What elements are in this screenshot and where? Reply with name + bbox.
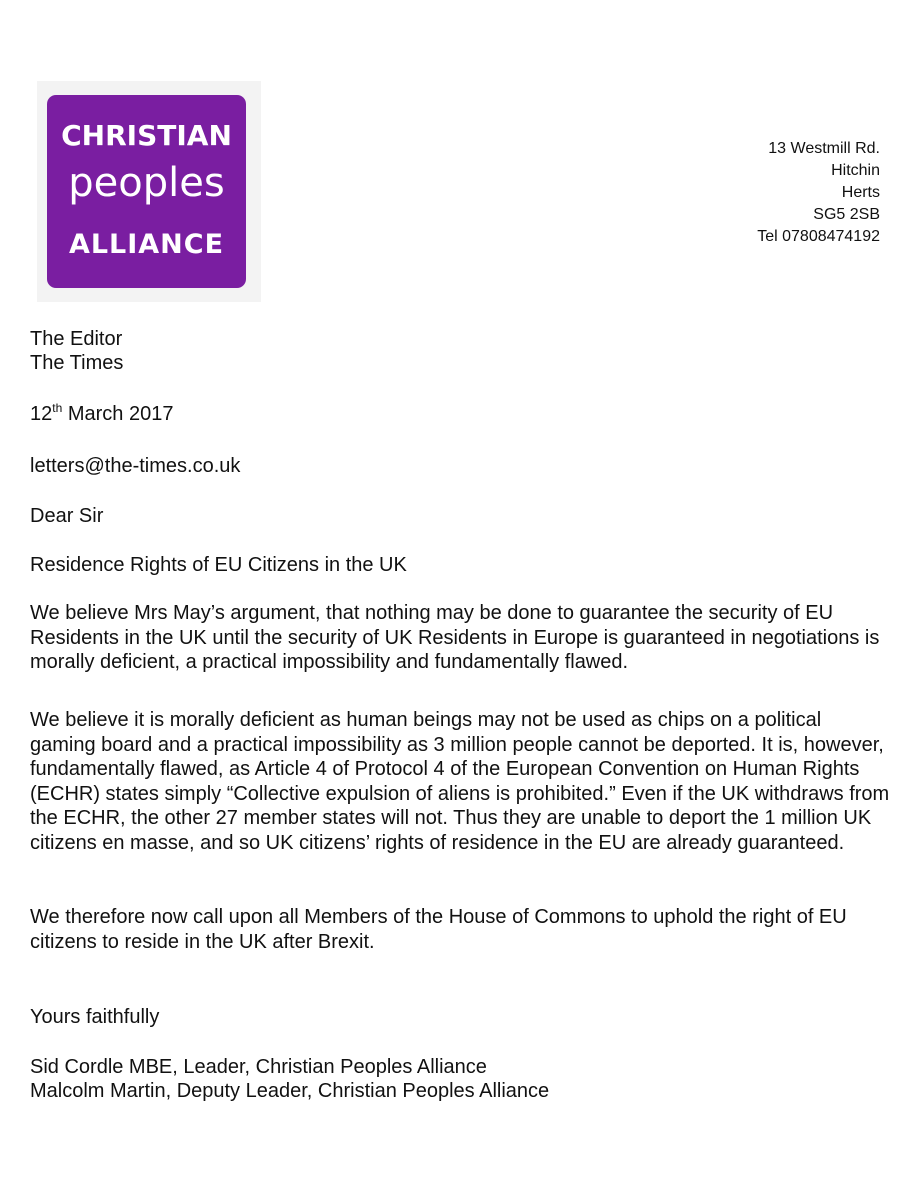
- recipient-email: letters@the-times.co.uk: [30, 455, 241, 477]
- paragraph-1: We believe Mrs May’s argument, that nothing may be done to guarantee the security of EU Residents in the UK until the security of UK Residents in Europe is guaranteed in negotiations is morally deficient, a practical impossibility and fundamentally flawed.: [30, 602, 880, 673]
- sender-address: [757, 138, 880, 248]
- logo-text-peoples: peoples: [68, 160, 225, 206]
- address-telephone: Tel 07808474192: [757, 228, 880, 245]
- address-street: 13 Westmill Rd.: [768, 140, 880, 157]
- signatory-1: Sid Cordle MBE, Leader, Christian Peoples Alliance: [30, 1056, 487, 1078]
- paragraph-3: We therefore now call upon all Members of the House of Commons to uphold the right of EU citizens to reside in the UK after Brexit.: [30, 906, 847, 953]
- letter-subject: Residence Rights of EU Citizens in the UK: [30, 554, 407, 576]
- date-day: 12: [30, 403, 53, 425]
- letter-date: [30, 402, 890, 426]
- logo-text-alliance: ALLIANCE: [68, 229, 225, 260]
- logo-container: [37, 81, 261, 302]
- recipient-block: [30, 327, 890, 375]
- address-postcode: SG5 2SB: [813, 206, 880, 223]
- logo-text-christian: CHRISTIAN: [61, 119, 232, 152]
- recipient-line-1: The Editor: [30, 328, 123, 350]
- closing: Yours faithfully: [30, 1006, 160, 1028]
- recipient-line-2: The Times: [30, 352, 124, 374]
- date-rest: March 2017: [62, 403, 174, 425]
- date-suffix: th: [52, 401, 63, 415]
- paragraph-2: We believe it is morally deficient as human beings may not be used as chips on a political gaming board and a practical impossibility as 3 million people cannot be deported. It is, however, fundamentally flawed, as Article 4 of Protocol 4 of the European Convention on Human Rights (ECHR) states simply “Collective expulsion of aliens is prohibited.” Even if the UK withdraws from the ECHR, the other 27 member states will not. Thus they are unable to deport the 1 million UK citizens en masse, and so UK citizens’ rights of residence in the EU are already guaranteed.: [30, 709, 890, 854]
- christian-peoples-alliance-logo: [47, 95, 246, 288]
- address-county: Herts: [841, 184, 880, 201]
- address-town: Hitchin: [831, 162, 880, 179]
- signatory-2: Malcolm Martin, Deputy Leader, Christian Peoples Alliance: [30, 1080, 550, 1102]
- salutation: Dear Sir: [30, 505, 104, 527]
- signatories: [30, 1055, 890, 1103]
